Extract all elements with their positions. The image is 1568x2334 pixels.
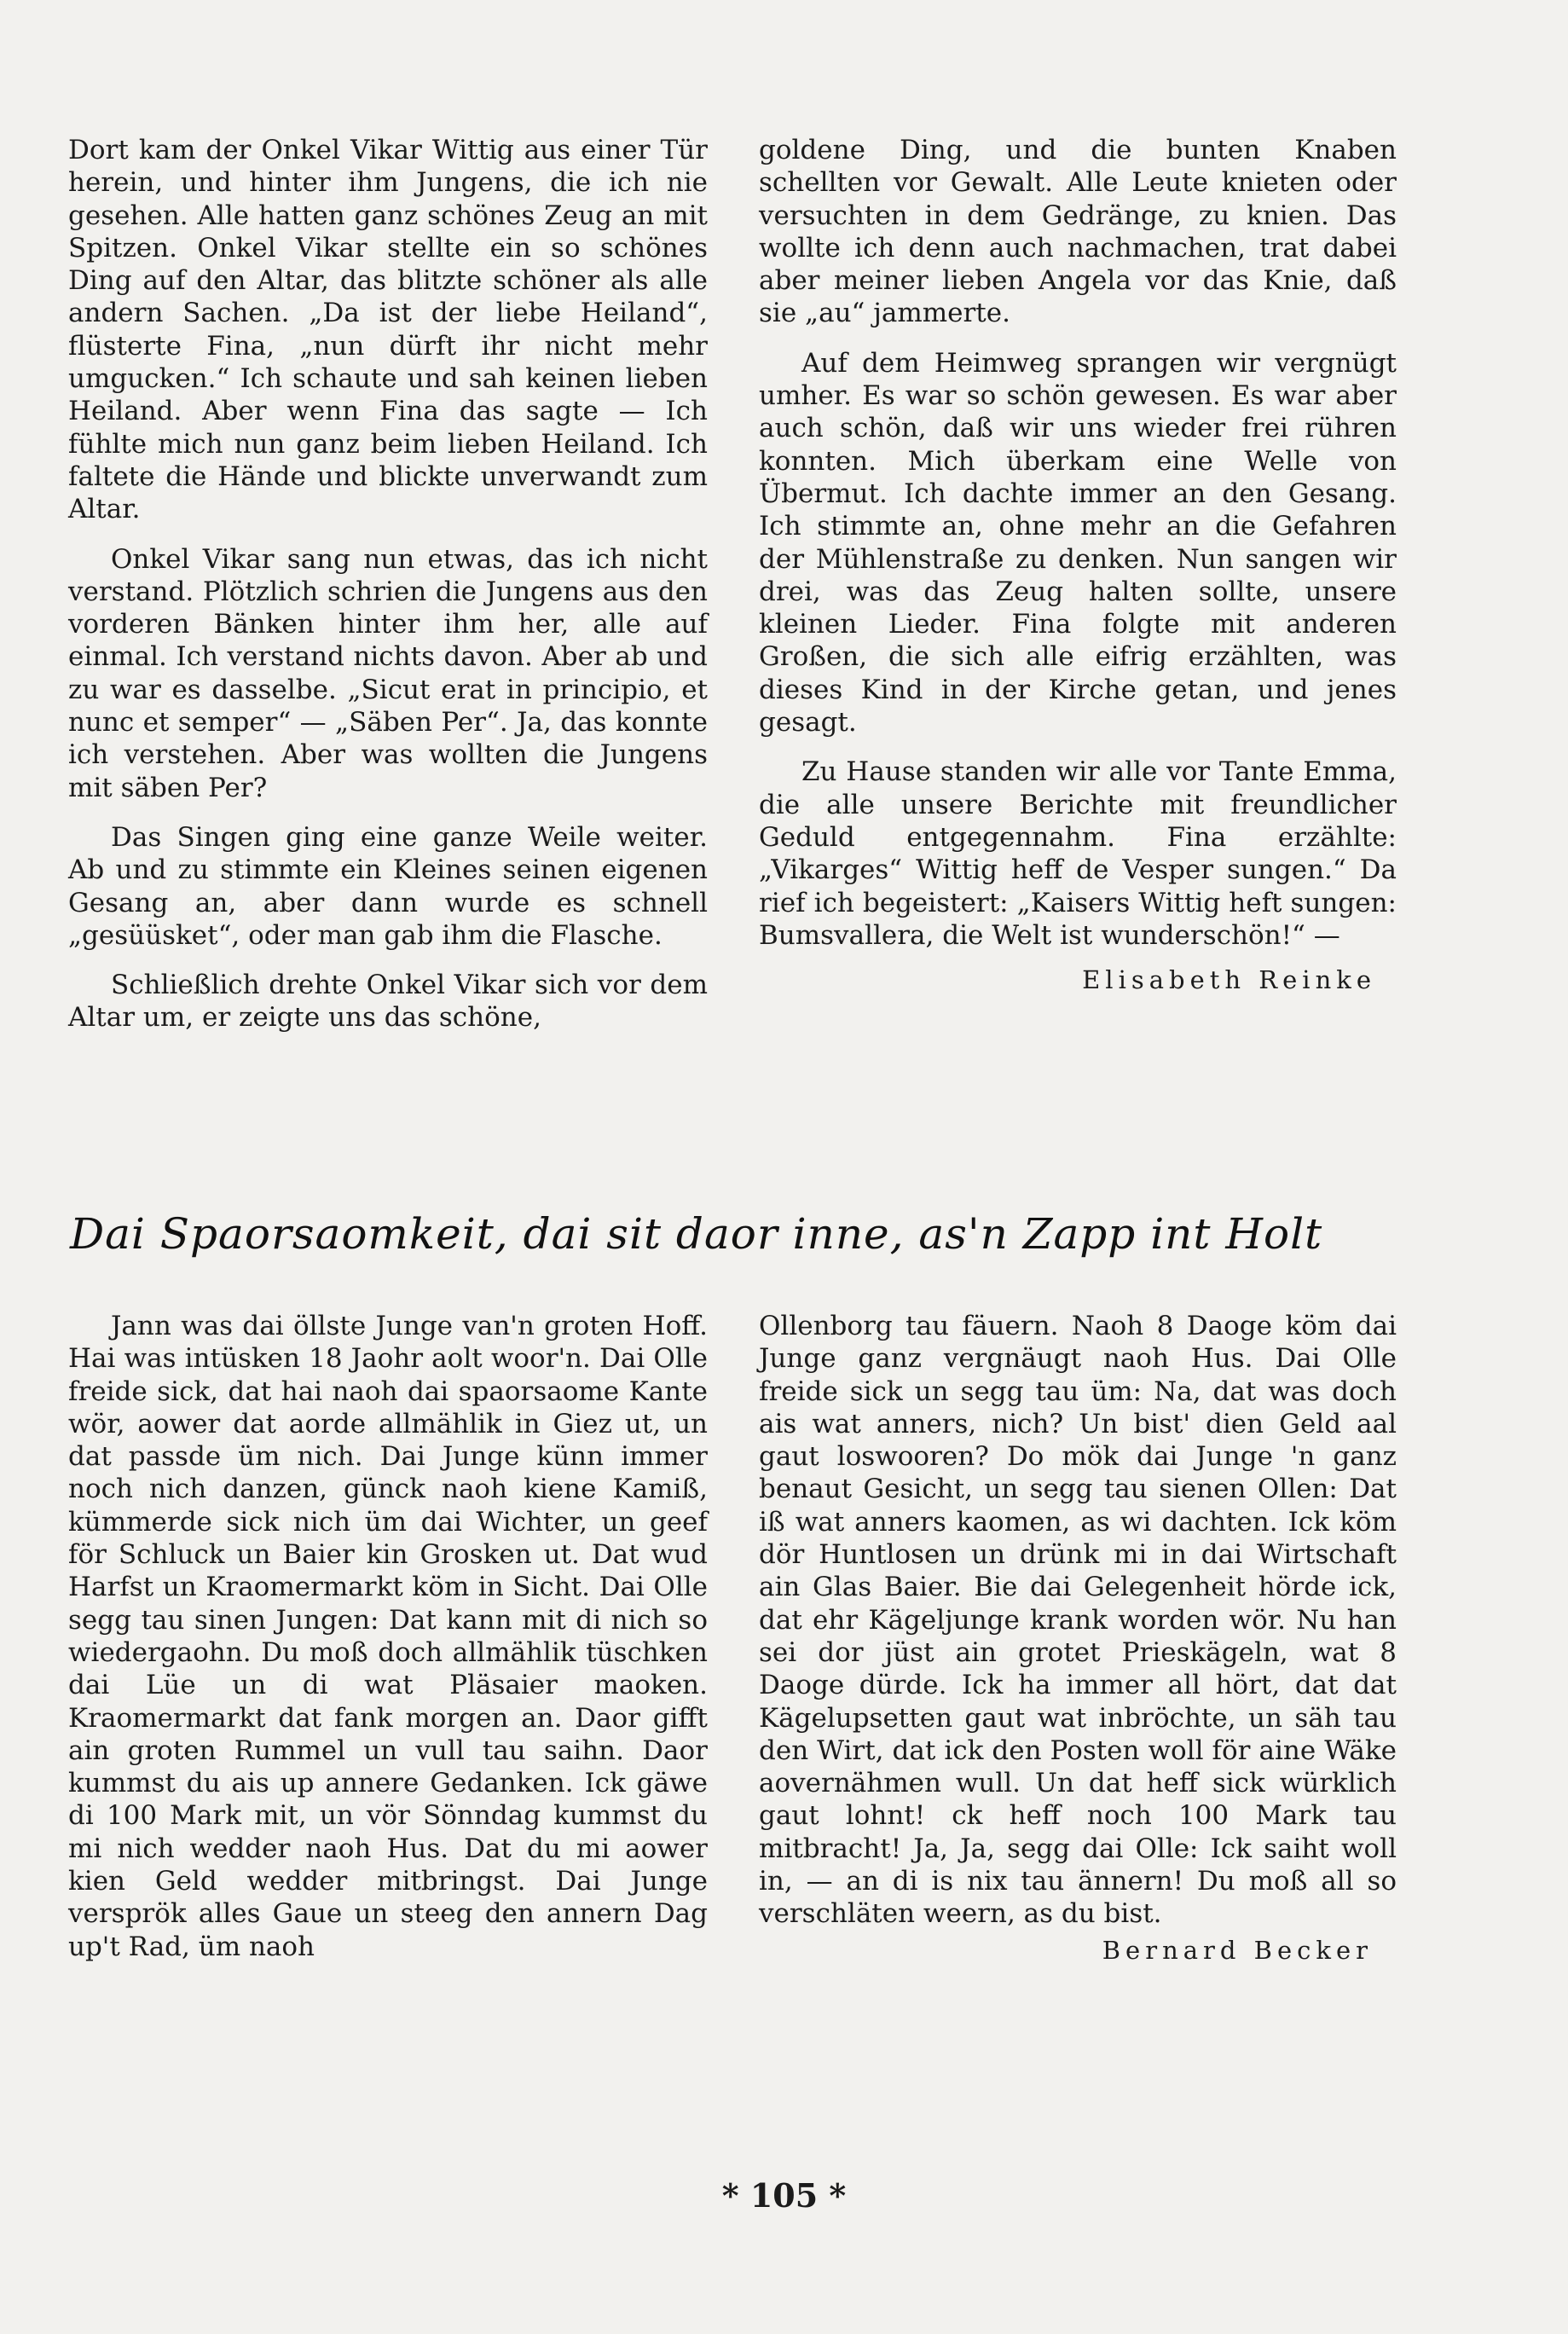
paragraph: Dort kam der Onkel Vikar Wittig aus einer Tür herein, und hinter ihm Jungens, die ich nie gesehen. Alle hatten ganz schönes Zeug an mit Spitzen. Onkel Vikar stellte ein so schönes Ding auf den Altar, das blitzte schöner als alle andern Sachen. „Da ist der liebe Heiland“, flüsterte Fina, „nun dürft ihr nicht mehr umgucken.“ Ich schaute und sah keinen lieben Heiland. Aber wenn Fina das sagte — Ich fühlte mich nun ganz beim lieben Heiland. Ich faltete die Hände und blickte unverwandt zum Altar. bbox=[68, 135, 708, 525]
story2-column-right bbox=[759, 1310, 1397, 1966]
story2-column-left bbox=[68, 1310, 708, 1963]
author-signature: Bernard Becker bbox=[1102, 1935, 1373, 1965]
paragraph: Ollenborg tau fäuern. Naoh 8 Daoge köm dai Junge ganz vergnäugt naoh Hus. Dai Olle freide sick un segg tau üm: Na, dat was doch ais wat anners, nich? Un bist' dien Geld aal gaut loswooren? Do mök dai Junge 'n ganz benaut Gesicht, un segg tau sienen Ollen: Dat iß wat anners kaomen, as wi dachten. Ick köm dör Huntlosen un drünk mi in dai Wirtschaft ain Glas Baier. Bie dai Gelegenheit hörde ick, dat ehr Kägeljunge krank worden wör. Nu han sei dor jüst ain grotet Prieskägeln, wat 8 Daoge dürde. Ick ha immer all hört, dat dat Kägelupsetten gaut wat inbröchte, un säh tau den Wirt, dat ick den Posten woll för aine Wäke aovernähmen wull. Un dat heff sick würklich gaut lohnt! ck heff noch 100 Mark tau mitbracht! Ja, Ja, segg dai Olle: Ick saiht woll in, — an di is nix tau ännern! Du moß all so verschläten weern, as du bist. bbox=[759, 1311, 1397, 1930]
story1-column-right bbox=[759, 134, 1397, 996]
page-number: * 105 * bbox=[721, 2176, 847, 2215]
story2-title: Dai Spaorsaomkeit, dai sit daor inne, as'n Zapp int Holt bbox=[70, 1209, 1323, 1259]
paragraph: Zu Hause standen wir alle vor Tante Emma, die alle unsere Berichte mit freundlicher Geduld entgegennahm. Fina erzählte: „Vikarges“ Wittig heff de Vesper sungen.“ Da rief ich begeistert: „Kaisers Wittig heft sungen: Bumsvallera, die Welt ist wunderschön!“ — bbox=[759, 756, 1397, 951]
story1-column-left bbox=[68, 134, 708, 1034]
paragraph: Onkel Vikar sang nun etwas, das ich nicht verstand. Plötzlich schrien die Jungens aus den vorderen Bänken hinter ihm her, alle auf einmal. Ich verstand nichts davon. Aber ab und zu war es dasselbe. „Sicut erat in principio, et nunc et semper“ — „Säben Per“. Ja, das konnte ich verstehen. Aber was wollten die Jungens mit säben Per? bbox=[68, 543, 708, 803]
author-signature: Elisabeth Reinke bbox=[1082, 965, 1376, 995]
paragraph: Auf dem Heimweg sprangen wir vergnügt umher. Es war so schön gewesen. Es war aber auch schön, daß wir uns wieder frei rühren konnten. Mich überkam eine Welle von Übermut. Ich dachte immer an den Gesang. Ich stimmte an, ohne mehr an die Gefahren der Mühlenstraße zu denken. Nun sangen wir drei, was das Zeug halten sollte, unsere kleinen Lieder. Fina folgte mit anderen Großen, die sich alle eifrig erzählten, was dieses Kind in der Kirche getan, und jenes gesagt. bbox=[759, 347, 1397, 738]
paragraph: goldene Ding, und die bunten Knaben schellten vor Gewalt. Alle Leute knieten oder versuchten in dem Gedränge, zu knien. Das wollte ich denn auch nachmachen, trat dabei aber meiner lieben Angela vor das Knie, daß sie „au“ jammerte. bbox=[759, 135, 1397, 329]
paragraph: Das Singen ging eine ganze Weile weiter. Ab und zu stimmte ein Kleines seinen eigenen Gesang an, aber dann wurde es schnell „gesüüsket“, oder man gab ihm die Flasche. bbox=[68, 821, 708, 951]
paragraph: Schließlich drehte Onkel Vikar sich vor dem Altar um, er zeigte uns das schöne, bbox=[68, 970, 708, 1034]
paragraph: Jann was dai öllste Junge van'n groten Hoff. Hai was intüsken 18 Jaohr aolt woor'n. Dai Olle freide sick, dat hai naoh dai spaorsaome Kante wör, aower dat aorde allmählik in Giez ut, un dat passde üm nich. Dai Junge künn immer noch nich danzen, günck naoh kiene Kamiß, kümmerde sick nich üm dai Wichter, un geef för Schluck un Baier kin Grosken ut. Dat wud Harfst un Kraomermarkt köm in Sicht. Dai Olle segg tau sinen Jungen: Dat kann mit di nich so wiedergaohn. Du moß doch allmählik tüschken dai Lüe un di wat Pläsaier maoken. Kraomermarkt dat fank morgen an. Daor gifft ain groten Rummel un vull tau saihn. Daor kummst du ais up annere Gedanken. Ick gäwe di 100 Mark mit, un vör Sönndag kummst du mi nich wedder naoh Hus. Dat du mi aower kien Geld wedder mitbringst. Dai Junge versprök alles Gaue un steeg den annern Dag up't Rad, üm naoh bbox=[68, 1311, 708, 1962]
